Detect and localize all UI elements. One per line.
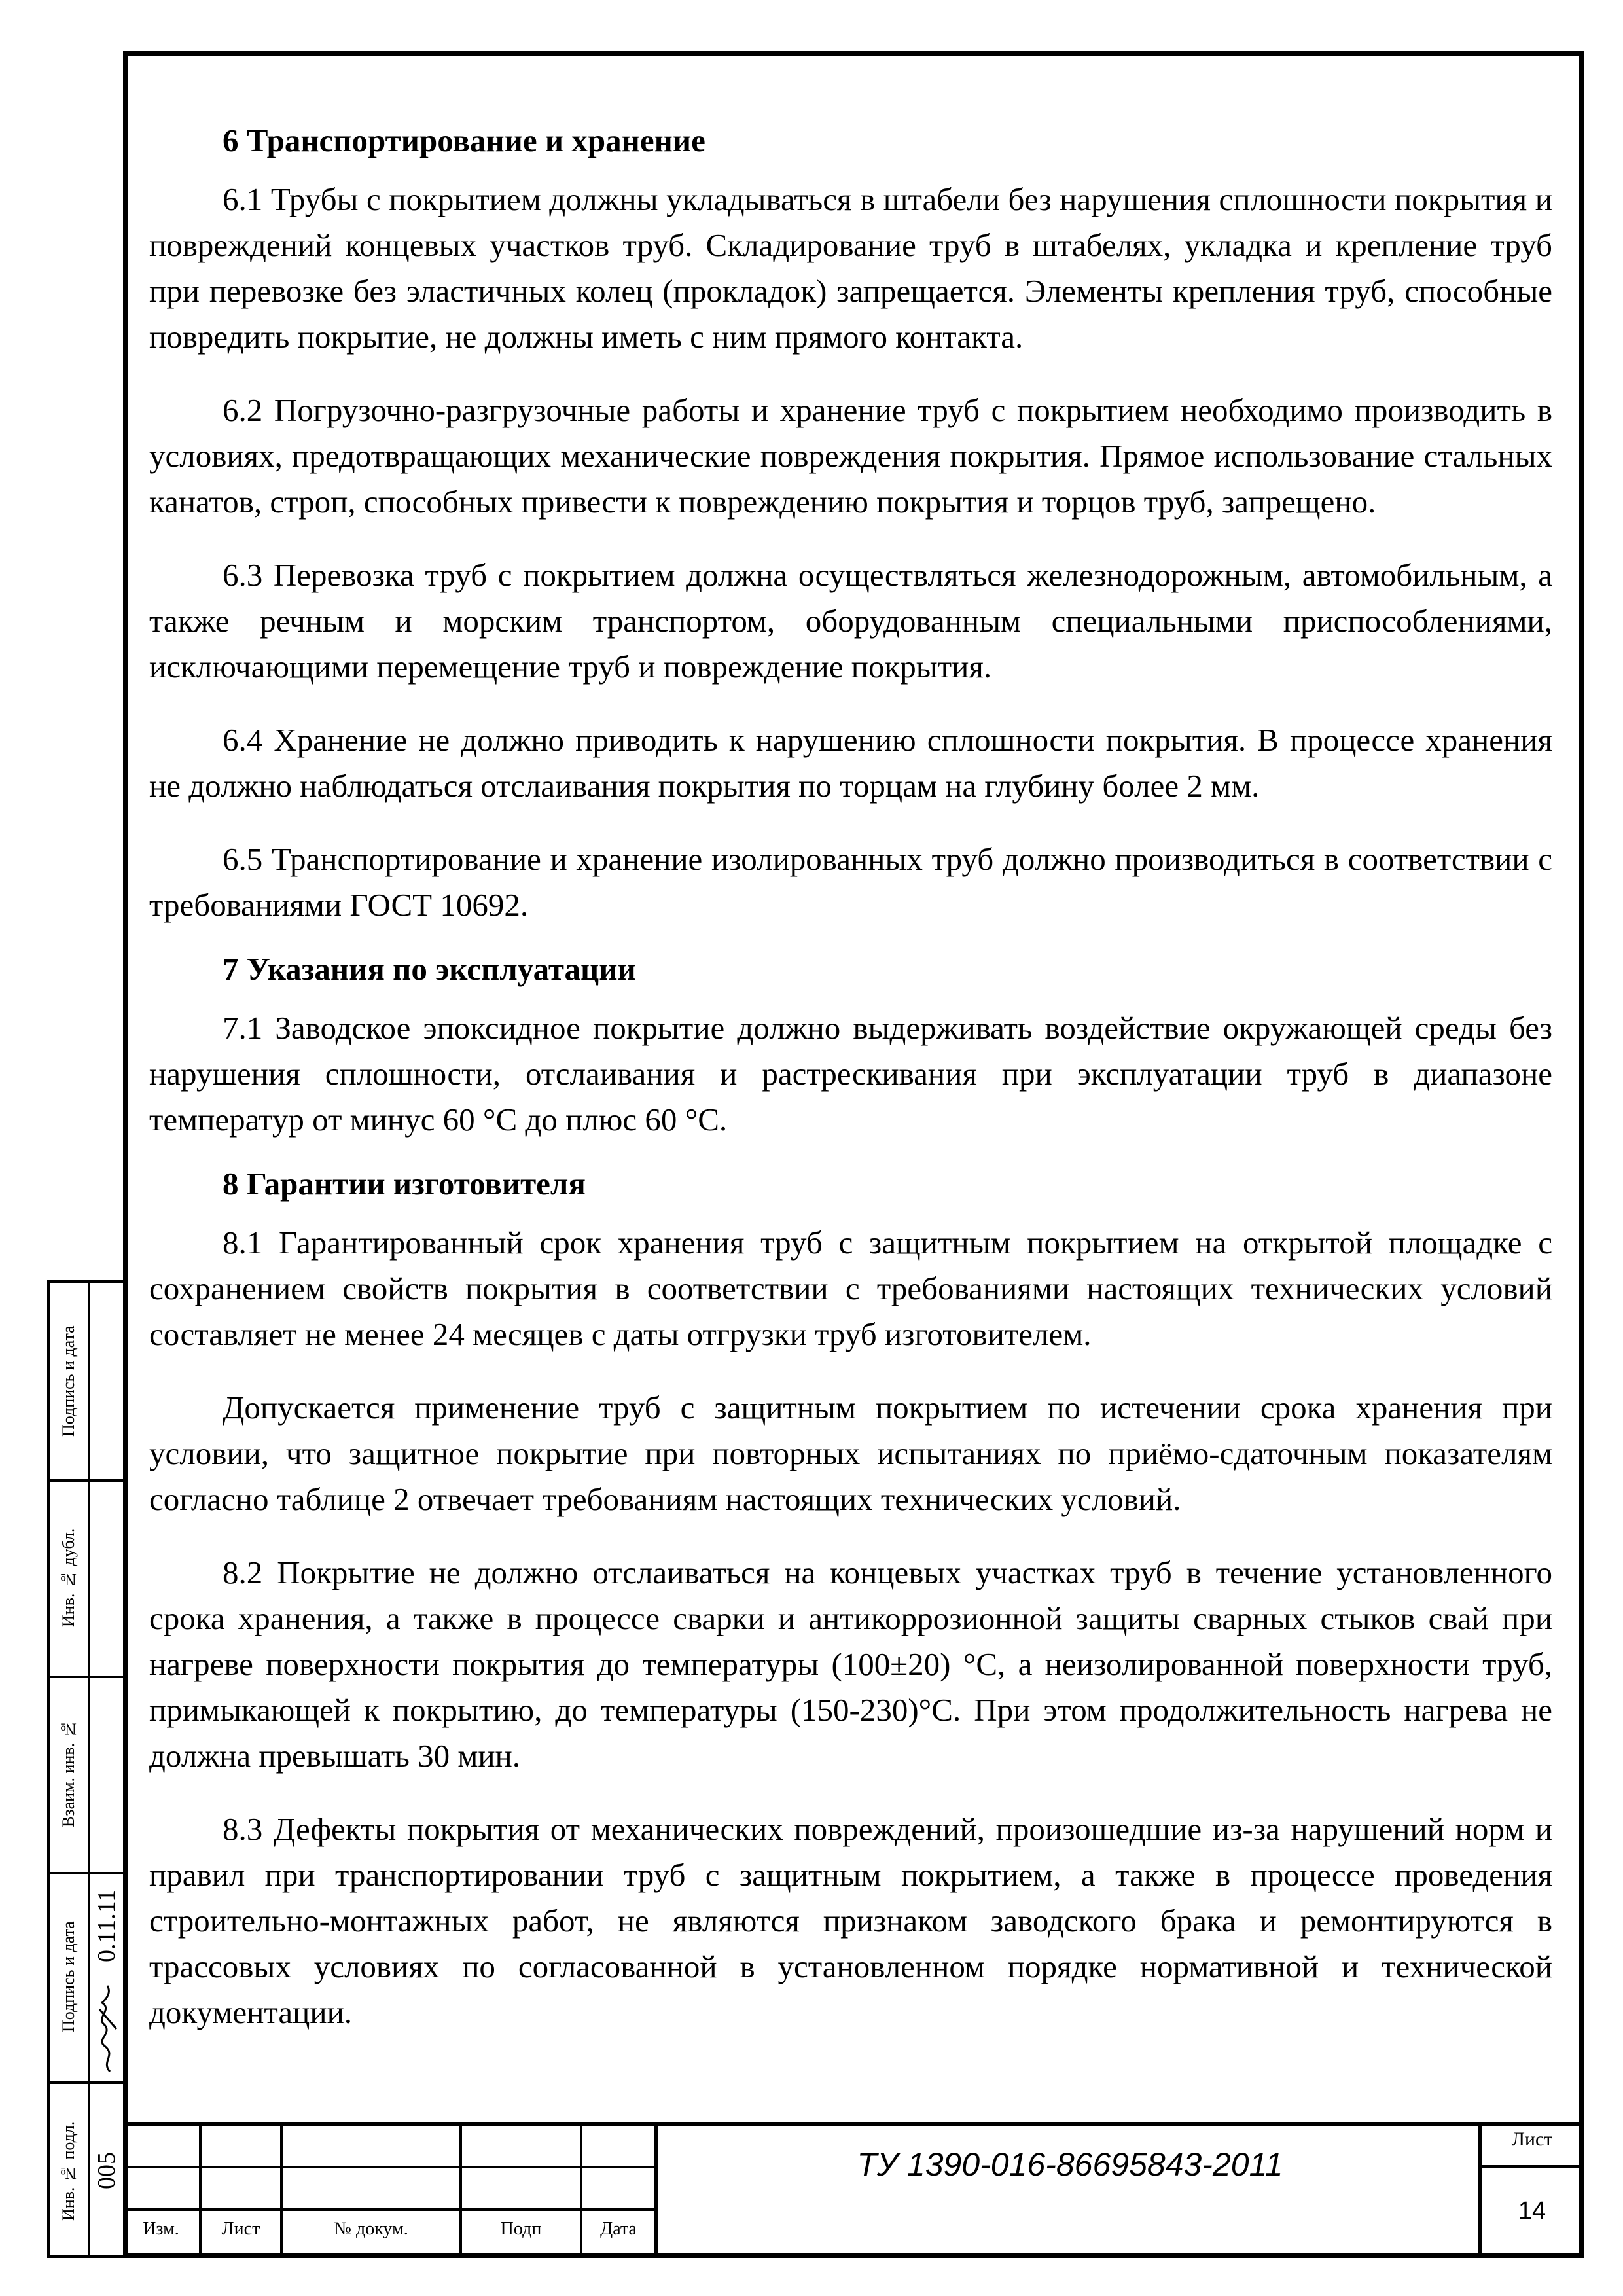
col-list-label: Лист (221, 2219, 260, 2239)
paragraph-8-2: 8.2 Покрытие не должно отслаиваться на концевых участках труб в течение установленного срока хранения, а также в процессе сварки и антикоррозионной защиты сварных стыков свай при нагреве поверхности покрытия до температуры (100±20) °С, а неизолированной поверхности труб, примыкающей к покрытию, до температуры (150-230)°С. При этом продолжительность нагрева не должна превышать 30 мин. (149, 1554, 1552, 1774)
inv-podl-label: Инв. № подл. (59, 2121, 78, 2221)
section-heading-8: 8 Гарантии изготовителя (223, 1166, 586, 1202)
col-date-label: Дата (600, 2219, 637, 2239)
section-heading-6: 6 Транспортирование и хранение (223, 122, 705, 158)
paragraph-6-1: 6.1 Трубы с покрытием должны укладываться в штабели без нарушения сплошности покрытия и повреждений концевых участков труб. Складирование труб в штабелях, укладка и крепление труб при перевозке без эластичных колец (прокладок) запрещается. Элементы крепления труб, способные повредить покрытие, не должны иметь с ним прямого контакта. (149, 181, 1552, 355)
sheet-number: 14 (1518, 2197, 1546, 2225)
paragraph-8-1-note: Допускается применение труб с защитным покрытием по истечении срока хранения при условии, что защитное покрытие при повторных испытаниях по приёмо-сдаточным показателям согласно таблице 2 отвечает требованиям настоящих технических условий. (149, 1390, 1552, 1517)
title-block-line (123, 2166, 654, 2168)
side-stamp (47, 1280, 123, 2258)
section-heading-7: 7 Указания по эксплуатации (223, 951, 636, 987)
paragraph-8-1: 8.1 Гарантированный срок хранения труб с защитным покрытием на открытой площадке с сохранением свойств покрытия в соответствии с требованиями настоящих технических условий составляет не менее 24 месяцев с даты отгрузки труб изготовителем. (149, 1225, 1552, 1352)
col-izm-label: Изм. (143, 2219, 179, 2239)
sign-date-label-2: Подпись и дата (59, 1921, 78, 2032)
document-body (149, 118, 1552, 2063)
paragraph-8-3: 8.3 Дефекты покрытия от механических повреждений, произошедшие из-за нарушений норм и правил при транспортировании труб с защитным покрытием, а также в процессе проведения строительно-монтажных работ, не являются признаком заводского брака и ремонтируются в трассовых условиях по согласованной в установленном порядке нормативной и технической документации. (149, 1811, 1552, 2030)
document-number: ТУ 1390-016-86695843-2011 (857, 2146, 1283, 2183)
col-docnum-label: № докум. (334, 2219, 408, 2239)
sign-date-label-1: Подпись и дата (59, 1325, 78, 1437)
paragraph-6-3: 6.3 Перевозка труб с покрытием должна осуществляться железнодорожным, автомобильным, а также речным и морским транспортом, оборудованным специальными приспособлениями, исключающими перемещение труб и повреждение покрытия. (149, 557, 1552, 685)
paragraph-7-1: 7.1 Заводское эпоксидное покрытие должно выдерживать воздействие окружающей среды без нарушения сплошности, отслаивания и растрескивания при эксплуатации труб в диапазоне температур от минус 60 °С до плюс 60 °С. (149, 1010, 1552, 1138)
col-podp-label: Подп (500, 2219, 542, 2239)
vzaim-inv-label: Взаим. инв. № (59, 1719, 78, 1828)
title-block-line (123, 2208, 654, 2211)
handwritten-signature (88, 1983, 126, 2075)
sign-date-value: 0.11.11 (93, 1889, 120, 1963)
paragraph-6-5: 6.5 Транспортирование и хранение изолированных труб должно производиться в соответствии с требованиями ГОСТ 10692. (149, 841, 1552, 923)
inv-podl-value: 005 (93, 2152, 120, 2190)
inv-dubl-label: Инв. № дубл. (59, 1528, 78, 1627)
sheet-label: Лист (1511, 2128, 1553, 2150)
paragraph-6-4: 6.4 Хранение не должно приводить к нарушению сплошности покрытия. В процессе хранения не должно наблюдаться отслаивания покрытия по торцам на глубину более 2 мм. (149, 722, 1552, 804)
paragraph-6-2: 6.2 Погрузочно-разгрузочные работы и хранение труб с покрытием необходимо производить в условиях, предотвращающих механические повреждения покрытия. Прямое использование стальных канатов, строп, способных привести к повреждению покрытия и торцов труб, запрещено. (149, 392, 1552, 520)
